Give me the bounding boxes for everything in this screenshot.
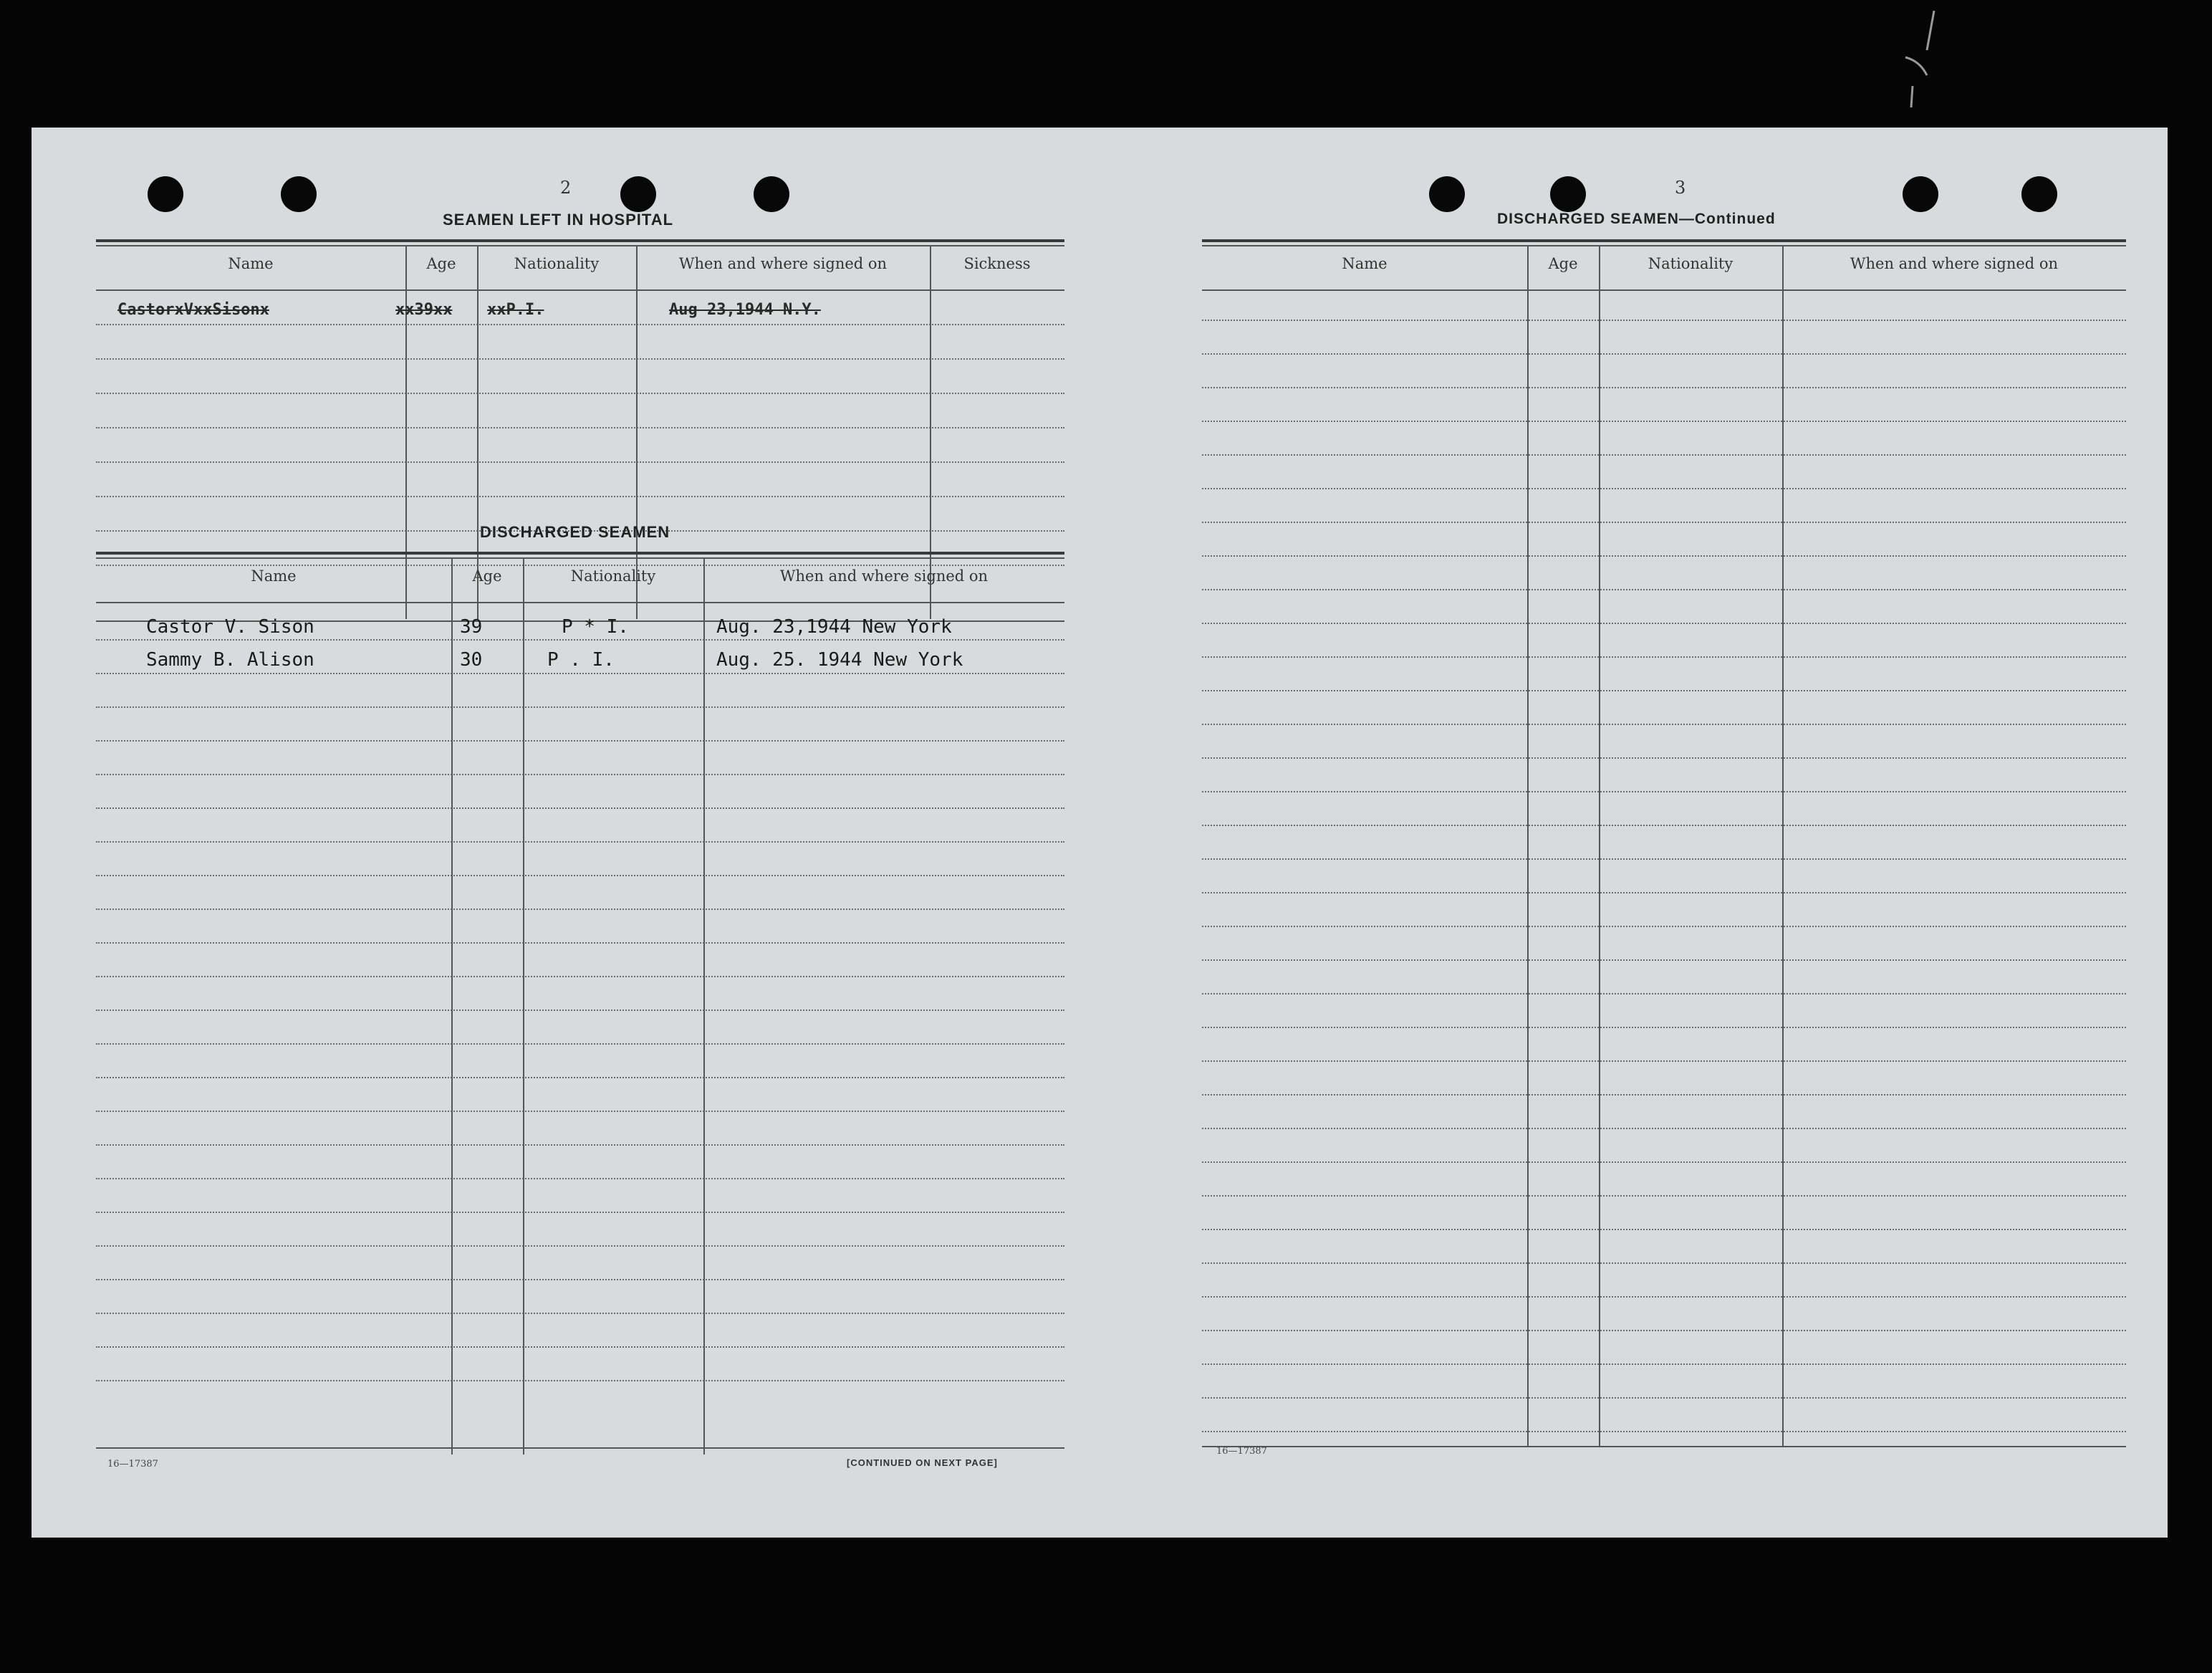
ruled-line	[96, 875, 1064, 876]
form-number: 16—17387	[1216, 1446, 1267, 1457]
punch-hole	[281, 176, 317, 212]
ruled-line	[1202, 757, 2126, 759]
ruled-line	[1202, 421, 2126, 422]
ruled-line	[1202, 825, 2126, 826]
ruled-line	[1202, 1296, 2126, 1298]
punch-hole	[148, 176, 183, 212]
hospital-section-title: SEAMEN LEFT IN HOSPITAL	[443, 211, 674, 229]
row-2-nationality: P . I.	[547, 649, 615, 671]
ruled-line	[1202, 1397, 2126, 1399]
ruled-line	[1202, 690, 2126, 691]
struck-signed-on: Aug 23,1944 N.Y.	[669, 301, 821, 319]
ruled-line	[96, 976, 1064, 977]
ruled-line	[1202, 993, 2126, 994]
ruled-line	[96, 1212, 1064, 1213]
header-name: Name	[251, 567, 297, 585]
ruled-line	[96, 909, 1064, 910]
row-1-name: Castor V. Sison	[146, 616, 314, 638]
ruled-line	[1202, 320, 2126, 321]
header-sickness: Sickness	[963, 255, 1031, 272]
ruled-line	[96, 1144, 1064, 1146]
scan-artifact-mark	[1877, 7, 1963, 115]
ruled-line	[1202, 555, 2126, 557]
row-2-signed-on: Aug. 25. 1944 New York	[716, 649, 963, 671]
ruled-line	[96, 774, 1064, 775]
ruled-line	[96, 1178, 1064, 1179]
ruled-line	[1202, 892, 2126, 893]
ruled-line	[1202, 1027, 2126, 1028]
punch-hole	[1429, 176, 1465, 212]
header-age: Age	[1548, 255, 1578, 272]
document-sheet	[32, 128, 2168, 1538]
discharged-section-title: DISCHARGED SEAMEN	[480, 523, 670, 541]
right-page	[1106, 128, 2168, 1538]
ruled-line	[1202, 623, 2126, 624]
ruled-line	[1202, 791, 2126, 792]
ruled-line	[1202, 1094, 2126, 1096]
punch-hole	[754, 176, 789, 212]
header-name: Name	[228, 255, 274, 272]
row-2-age: 30	[460, 649, 483, 671]
punch-hole	[620, 176, 656, 212]
ruled-line	[96, 1447, 1064, 1449]
ruled-line	[1202, 353, 2126, 355]
row-2-name: Sammy B. Alison	[146, 649, 314, 671]
row-1-age: 39	[460, 616, 483, 638]
discharged-continued-title: DISCHARGED SEAMEN—Continued	[1497, 211, 1776, 227]
header-signed-on: When and where signed on	[678, 255, 888, 272]
ruled-line	[96, 706, 1064, 708]
header-nationality: Nationality	[514, 255, 600, 272]
ruled-line	[1202, 1128, 2126, 1129]
ruled-line	[96, 807, 1064, 809]
ruled-line	[96, 673, 1064, 674]
punch-hole	[1550, 176, 1586, 212]
ruled-line	[1202, 1229, 2126, 1230]
header-nationality: Nationality	[1648, 255, 1733, 272]
ruled-line	[1202, 926, 2126, 927]
ruled-line	[1202, 656, 2126, 658]
ruled-line	[1202, 522, 2126, 523]
ruled-line	[96, 1279, 1064, 1280]
ruled-line	[96, 1043, 1064, 1045]
header-age: Age	[426, 255, 456, 272]
ruled-line	[1202, 1195, 2126, 1197]
ruled-line	[96, 1077, 1064, 1078]
ruled-line	[1202, 488, 2126, 489]
form-number: 16—17387	[107, 1459, 158, 1470]
ruled-line	[96, 1245, 1064, 1247]
page-number: 2	[560, 178, 572, 198]
ruled-line	[96, 1313, 1064, 1314]
ruled-line	[1202, 1161, 2126, 1163]
left-page	[32, 128, 1106, 1538]
ruled-line	[1202, 1431, 2126, 1432]
ruled-line	[96, 1111, 1064, 1112]
struck-age: xx39xx	[395, 301, 453, 319]
ruled-line	[1202, 454, 2126, 456]
ruled-line	[1202, 1330, 2126, 1331]
row-1-signed-on: Aug. 23,1944 New York	[716, 616, 952, 638]
ruled-line	[96, 942, 1064, 944]
ruled-line	[1202, 387, 2126, 388]
header-signed-on: When and where signed on	[1850, 255, 2059, 272]
ruled-line	[96, 740, 1064, 742]
header-nationality: Nationality	[570, 567, 656, 585]
ruled-line	[96, 841, 1064, 843]
punch-hole	[2021, 176, 2057, 212]
header-signed-on: When and where signed on	[779, 567, 989, 585]
discharged-continued-table	[1202, 239, 2126, 1457]
struck-nationality: xxP.I.	[487, 301, 544, 319]
ruled-line	[1202, 724, 2126, 725]
ruled-line	[96, 1380, 1064, 1381]
ruled-line	[96, 1346, 1064, 1348]
punch-hole	[1903, 176, 1938, 212]
struck-name: CastorxVxxSisonx	[117, 301, 269, 319]
ruled-line	[1202, 1060, 2126, 1062]
row-1-nationality: P * I.	[562, 616, 629, 638]
ruled-line	[1202, 1262, 2126, 1264]
header-name: Name	[1342, 255, 1388, 272]
ruled-line	[1202, 959, 2126, 961]
page-number: 3	[1675, 178, 1686, 198]
discharged-table	[96, 552, 1064, 1454]
ruled-line	[1202, 858, 2126, 860]
ruled-line	[96, 639, 1064, 641]
ruled-line	[1202, 1363, 2126, 1365]
ruled-line	[1202, 589, 2126, 590]
continued-note: [CONTINUED ON NEXT PAGE]	[847, 1457, 998, 1468]
header-age: Age	[472, 567, 502, 585]
ruled-line	[96, 1010, 1064, 1011]
